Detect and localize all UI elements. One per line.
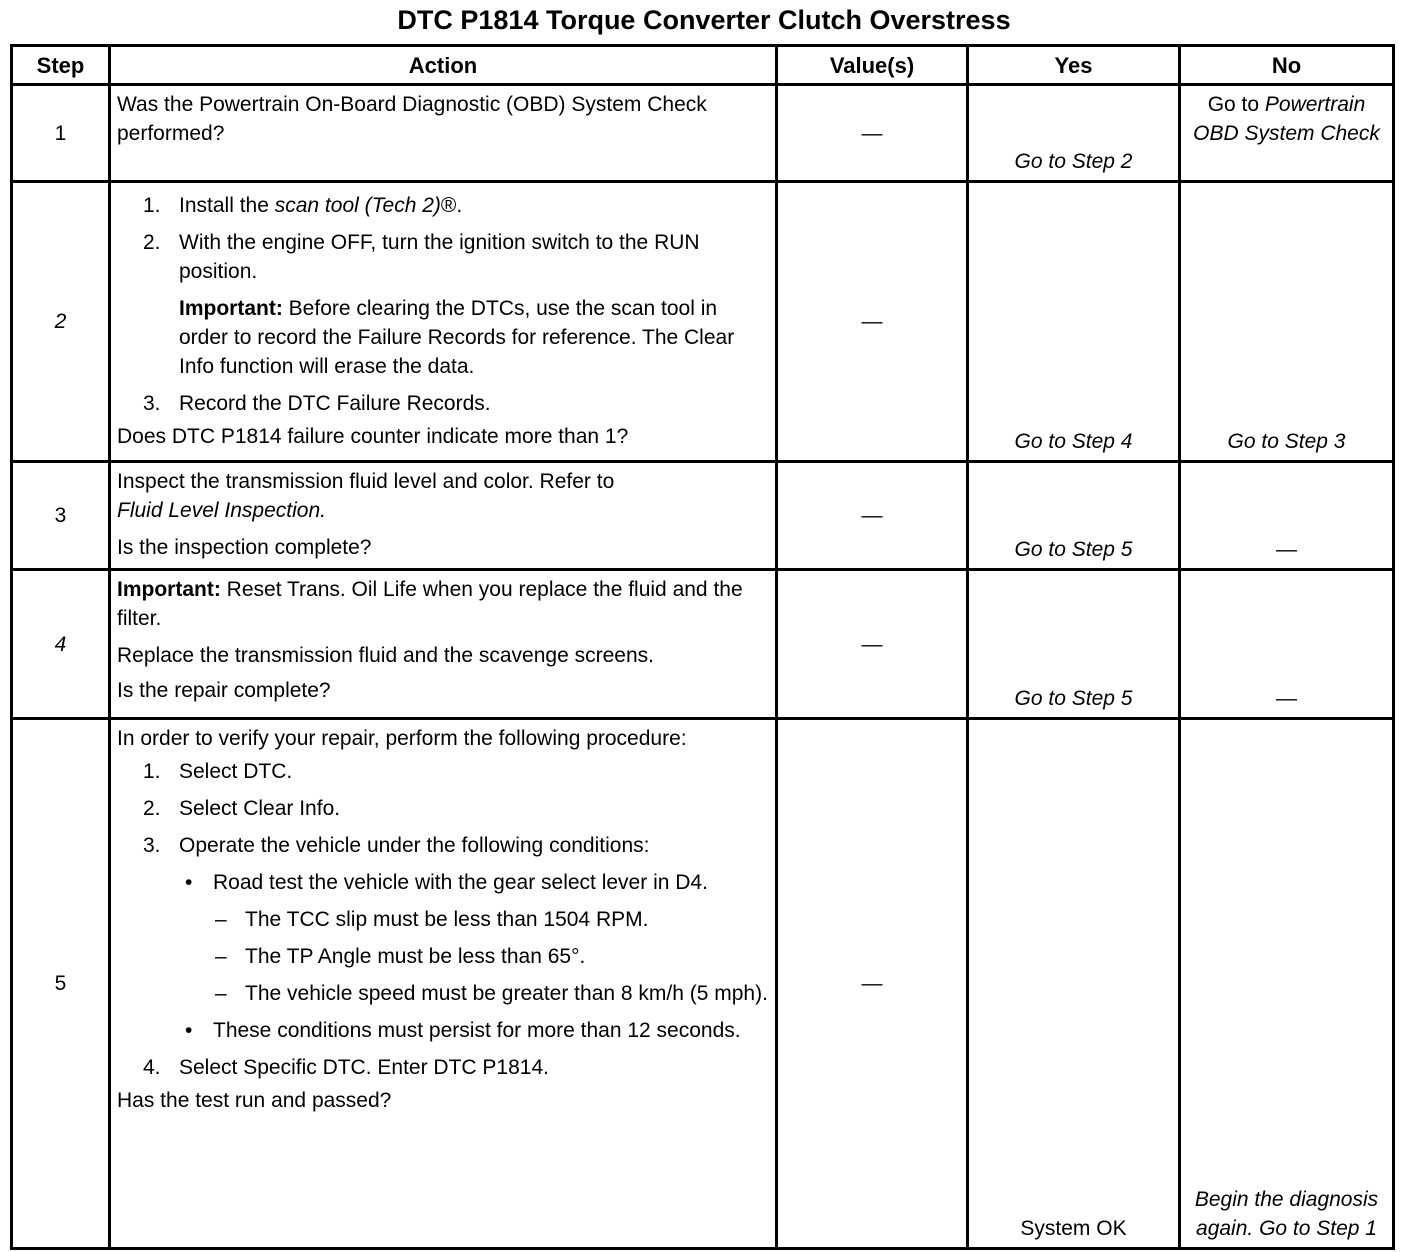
- sub-condition-text: The TP Angle must be less than 65°.: [245, 945, 586, 968]
- step-text: Select Clear Info.: [179, 797, 341, 820]
- sub-condition-item: [213, 942, 769, 971]
- list-item: [117, 228, 769, 286]
- step-text: Select DTC.: [179, 760, 293, 783]
- yes-cell: Go to Step 5: [968, 462, 1180, 570]
- important-label: Important:: [179, 297, 283, 320]
- step-text: Operate the vehicle under the following conditions:: [179, 834, 650, 857]
- bullet-marker: •: [185, 871, 193, 894]
- table-row-step-3: [12, 462, 1394, 570]
- dash-marker: –: [215, 982, 227, 1005]
- yes-cell: System OK: [968, 719, 1180, 1249]
- no-prefix: Go to: [1207, 93, 1260, 116]
- list-item: [117, 389, 769, 418]
- important-text: Before clearing the DTCs, use the scan tool in order to record the Failure Records for reference. The Clear Info function will erase the data.: [179, 297, 735, 378]
- bullet-marker: •: [185, 1019, 193, 1042]
- value-cell: —: [777, 462, 968, 570]
- sub-condition-item: [213, 905, 769, 934]
- value-cell: —: [777, 85, 968, 182]
- action-question: Is the inspection complete?: [117, 536, 372, 559]
- list-item: [117, 1053, 769, 1082]
- list-item: [117, 191, 769, 220]
- action-cell: [110, 719, 777, 1249]
- no-cell: Go to Step 3: [1180, 182, 1394, 462]
- table-row-step-4: [12, 570, 1394, 719]
- action-question: Does DTC P1814 failure counter indicate more than 1?: [117, 425, 629, 448]
- yes-cell: Go to Step 5: [968, 570, 1180, 719]
- action-cell: [110, 570, 777, 719]
- value-cell: —: [777, 182, 968, 462]
- table-header-row: [12, 46, 1394, 85]
- sub-condition-item: [213, 979, 769, 1008]
- yes-cell: Go to Step 2: [968, 85, 1180, 182]
- action-cell: [110, 462, 777, 570]
- step-text: Select Specific DTC. Enter DTC P1814.: [179, 1056, 549, 1079]
- step-number: 1: [12, 85, 110, 182]
- action-text: Was the Powertrain On-Board Diagnostic (OBD) System Check performed?: [117, 93, 707, 145]
- value-cell: —: [777, 719, 968, 1249]
- list-marker: 2.: [143, 797, 161, 820]
- list-marker: 3.: [143, 392, 161, 415]
- list-marker: 2.: [143, 231, 161, 254]
- sub-condition-text: The vehicle speed must be greater than 8 km/h (5 mph).: [245, 982, 768, 1005]
- dash-marker: –: [215, 945, 227, 968]
- action-intro: In order to verify your repair, perform the following procedure:: [117, 727, 687, 750]
- value-cell: —: [777, 570, 968, 719]
- table-row-step-5: [12, 719, 1394, 1249]
- step-number: 2: [12, 182, 110, 462]
- condition-item: [179, 868, 769, 1008]
- action-cell: [110, 85, 777, 182]
- action-text: Replace the transmission fluid and the scavenge screens.: [117, 644, 654, 667]
- step-text: Record the DTC Failure Records.: [179, 392, 491, 415]
- step-text: With the engine OFF, turn the ignition switch to the RUN position.: [179, 231, 700, 283]
- step-text-suffix: ®.: [440, 194, 463, 217]
- condition-text: Road test the vehicle with the gear select lever in D4.: [213, 871, 708, 894]
- step-number: 5: [12, 719, 110, 1249]
- step-number: 3: [12, 462, 110, 570]
- reference-link-text: Fluid Level Inspection.: [117, 499, 326, 522]
- header-no: No: [1180, 46, 1394, 85]
- condition-item: [179, 1016, 769, 1045]
- important-label: Important:: [117, 578, 221, 601]
- important-text: Reset Trans. Oil Life when you replace the fluid and the filter.: [117, 578, 743, 630]
- action-text: Inspect the transmission fluid level and color. Refer to: [117, 470, 615, 493]
- no-cell: —: [1180, 570, 1394, 719]
- table-row-step-1: [12, 85, 1394, 182]
- header-action: Action: [110, 46, 777, 85]
- yes-cell: Go to Step 4: [968, 182, 1180, 462]
- list-marker: 1.: [143, 760, 161, 783]
- list-item: [117, 757, 769, 786]
- step-text: Install the: [179, 194, 269, 217]
- list-marker: 3.: [143, 834, 161, 857]
- header-yes: Yes: [968, 46, 1180, 85]
- header-step: Step: [12, 46, 110, 85]
- list-marker: 4.: [143, 1056, 161, 1079]
- tool-name: scan tool (Tech 2): [274, 194, 441, 217]
- page-title: DTC P1814 Torque Converter Clutch Overstress: [397, 5, 1011, 35]
- diagnostic-table: [10, 44, 1395, 1250]
- dash-marker: –: [215, 908, 227, 931]
- no-cell: —: [1180, 462, 1394, 570]
- list-item: [117, 794, 769, 823]
- table-row-step-2: [12, 182, 1394, 462]
- sub-condition-text: The TCC slip must be less than 1504 RPM.: [245, 908, 649, 931]
- no-reference: Powertrain OBD System Check: [1193, 93, 1380, 145]
- header-values: Value(s): [777, 46, 968, 85]
- important-note: [117, 294, 769, 381]
- condition-text: These conditions must persist for more than 12 seconds.: [213, 1019, 741, 1042]
- no-cell: Begin the diagnosis again. Go to Step 1: [1180, 719, 1394, 1249]
- no-cell: [1180, 85, 1394, 182]
- step-number: 4: [12, 570, 110, 719]
- action-cell: [110, 182, 777, 462]
- action-question: Has the test run and passed?: [117, 1089, 392, 1112]
- list-item: [117, 831, 769, 1045]
- action-question: Is the repair complete?: [117, 679, 331, 702]
- list-marker: 1.: [143, 194, 161, 217]
